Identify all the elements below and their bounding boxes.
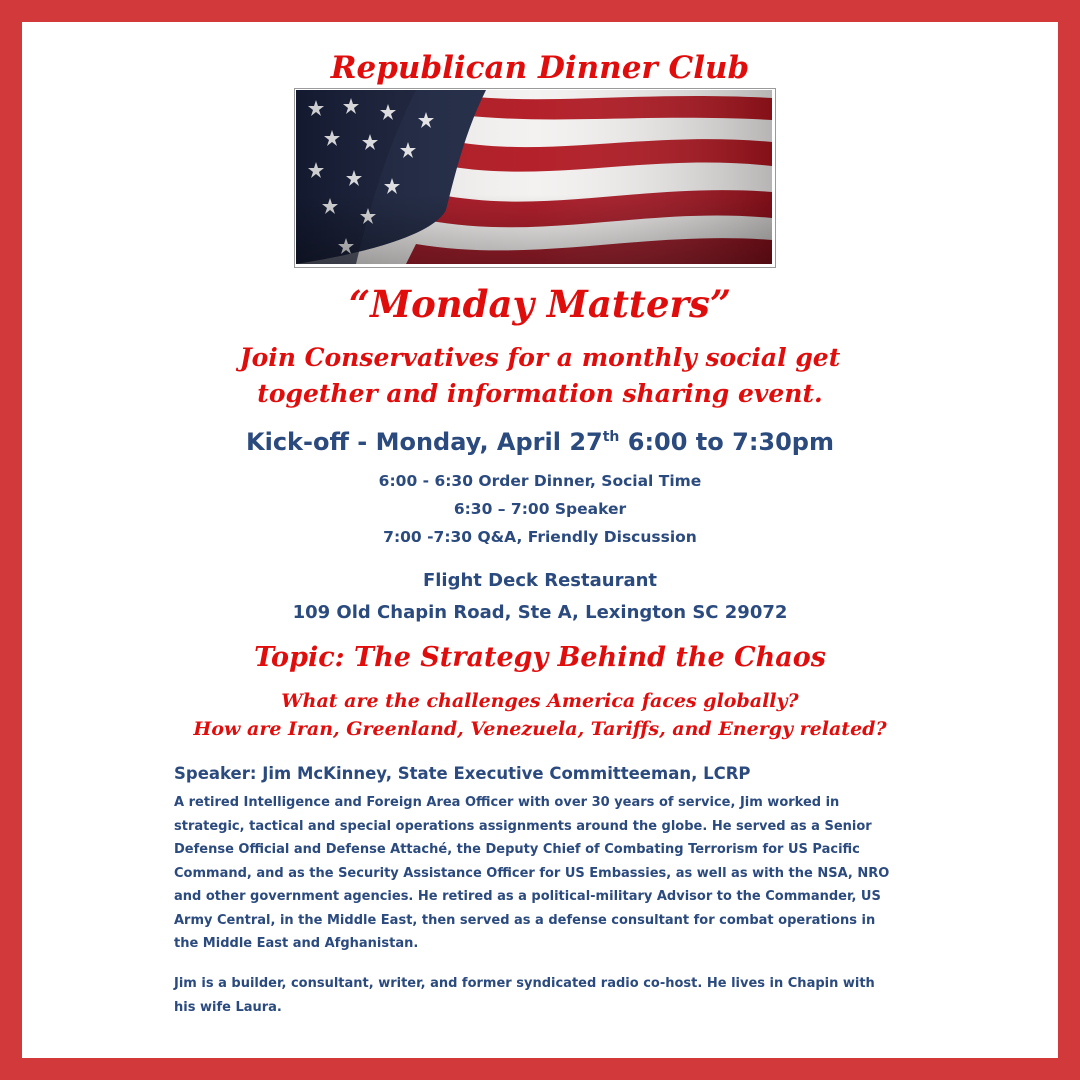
- schedule-item: 6:30 – 7:00 Speaker: [453, 500, 627, 518]
- speaker-heading: Speaker: Jim McKinney, State Executive Committeeman, LCRP: [174, 764, 751, 783]
- schedule-item: 7:00 -7:30 Q&A, Friendly Discussion: [383, 528, 697, 546]
- topic-title: Topic: The Strategy Behind the Chaos: [254, 642, 826, 673]
- event-tagline: [22, 340, 1058, 412]
- event-title: “Monday Matters”: [348, 282, 732, 326]
- flyer-card: [22, 22, 1058, 1058]
- venue-address: 109 Old Chapin Road, Ste A, Lexington SC 29072: [292, 602, 788, 623]
- kickoff-prefix: Kick-off - Monday, April 27: [246, 428, 603, 456]
- kickoff-time: 6:00 to 7:30pm: [619, 428, 834, 456]
- venue-name: Flight Deck Restaurant: [422, 570, 658, 591]
- tagline-line-2: together and information sharing event.: [257, 379, 823, 408]
- speaker-bio-paragraph-1: A retired Intelligence and Foreign Area Officer with over 30 years of service, Jim worked in strategic, tactical and special operations assignments around the globe. He served as a Senior Defense Official and Defense Attaché, the Deputy Chief of Combating Terrorism for US Pacific Command, and as the Security Assistance Officer for US Embassies, as well as with the NSA, NRO and other government agencies. He retired as a political-military Advisor to the Commander, US Army Central, in the Middle East, then served as a defense consultant for combat operations in the Middle East and Afghanistan.: [174, 795, 890, 951]
- american-flag-icon: [296, 90, 772, 264]
- kickoff-ordinal: th: [602, 429, 620, 445]
- american-flag-image: [294, 88, 776, 268]
- speaker-bio-paragraph-2: Jim is a builder, consultant, writer, and former syndicated radio co-host. He lives in Chapin with his wife Laura.: [174, 976, 875, 1015]
- tagline-line-1: Join Conservatives for a monthly social get: [239, 343, 841, 372]
- topic-question-2: How are Iran, Greenland, Venezuela, Tariffs, and Energy related?: [193, 718, 887, 740]
- club-title: Republican Dinner Club: [330, 50, 750, 86]
- kickoff-date-time: [22, 428, 1058, 456]
- schedule-item: 6:00 - 6:30 Order Dinner, Social Time: [378, 472, 702, 490]
- topic-question-1: What are the challenges America faces globally?: [281, 690, 799, 712]
